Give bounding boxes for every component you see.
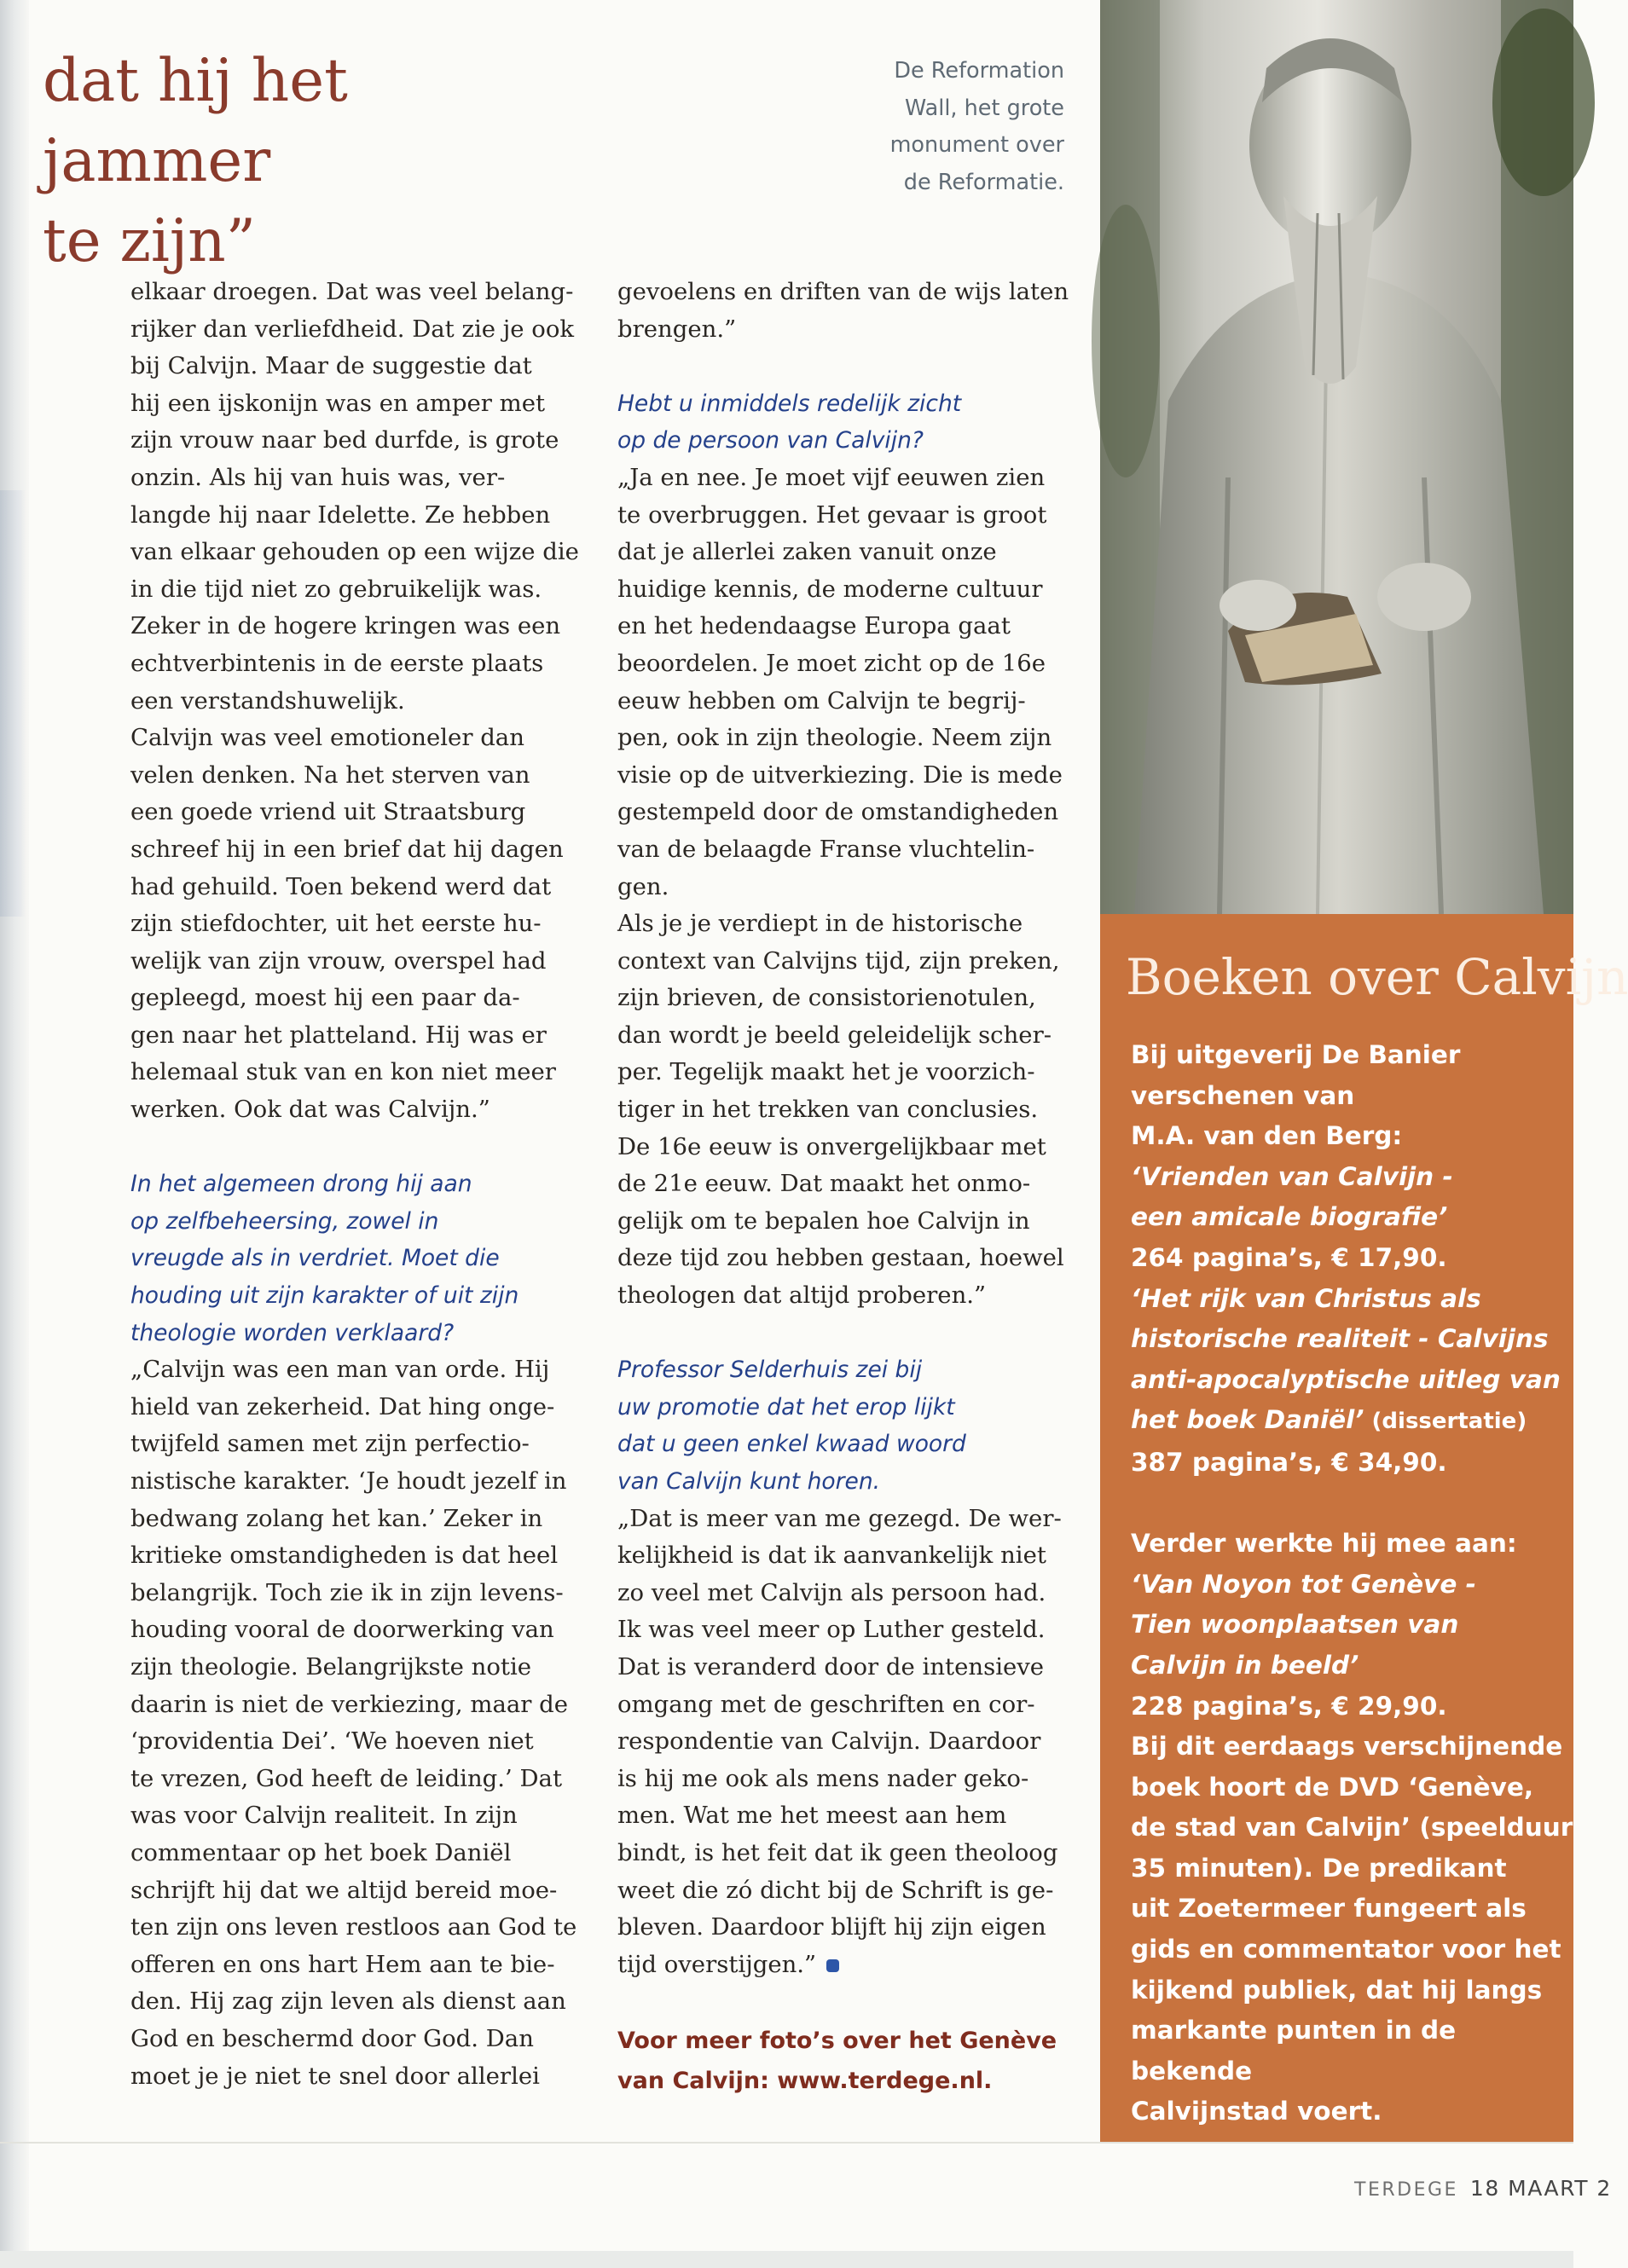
magazine-name: TERDEGE [1354, 2179, 1458, 2201]
paragraph: Als je je verdiept in de historische context van Calvijns tijd, zijn preken, zijn brieven, de consistorienotulen, dan wordt je beeld geleidelijk scher- per. Tegelijk maakt het je voorzich- tiger in het trekken van conclusies. De 16e eeuw is onvergelijkbaar met de 21e eeuw. Dat maakt het onmo- gelijk om te bepalen hoe Calvijn in deze tijd zou hebben gestaan, hoewel theologen dat altijd proberen.” [617, 910, 1064, 1310]
sidebar-title: Boeken over Calvijn [1126, 948, 1628, 1006]
interview-question: Professor Selderhuis zei bij uw promotie dat het erop lijkt dat u geen enkel kwaad woord van Calvijn kunt horen. [617, 1357, 966, 1495]
book-info: 387 pagina’s, € 34,90. [1131, 1447, 1447, 1477]
paragraph: „Ja en nee. Je moet vijf eeuwen zien te overbruggen. Het gevaar is groot dat je allerlei zaken vanuit onze huidige kennis, de moderne cultuur en het hedendaagse Europa gaat beoordelen. Je moet zicht op de 16e eeuw hebben om Calvijn te begrij- pen, ook in zijn theologie. Neem zijn visie op de uitverkiezing. Die is mede gestempeld door de omstandigheden van de belaagde Franse vluchtelin- gen. [617, 463, 1063, 900]
sidebar-intro: Bij uitgeverij De Banier verschenen van M.A. van den Berg: [1131, 1040, 1461, 1151]
book-note: (dissertatie) [1364, 1409, 1527, 1435]
paragraph-with-endmark [617, 1501, 1073, 1984]
sidebar-body [1131, 1035, 1574, 2132]
paragraph: „Calvijn was een man van orde. Hij hield van zekerheid. Dat hing onge- twijfeld samen met zijn perfectio- nistische karakter. ‘Je houdt jezelf in bedwang zolang het kan.’ Zeker in kritieke omstandigheden is dat heel belangrijk. Toch zie ik in zijn levens- houding vooral de doorwerking van zijn theologie. Belangrijkste notie daarin is niet de verkiezing, maar de ‘providentia Dei’. ‘We hoeven niet te vrezen, God heeft de leiding.’ Dat was voor Calvijn realiteit. In zijn commentaar op het boek Daniël schrijft hij dat we altijd bereid moe- ten zijn ons leven restloos aan God te offeren en ons hart Hem aan te bie- den. Hij zag zijn leven als dienst aan God en beschermd door God. Dan moet je je niet te snel door allerlei [130, 1356, 577, 2090]
paragraph-text: „Dat is meer van me gezegd. De wer- kelijkheid is dat ik aanvankelijk niet zo veel met Calvijn als persoon had. Ik was veel meer op Luther gesteld. Dat is veranderd door de intensieve omgang met de geschriften en cor- respondentie van Calvijn. Daardoor is hij me ook als mens nader geko- men. Wat me het meest aan hem bindt, is het feit dat ik geen theoloog weet die zó dicht bij de Schrift is ge- bleven. Daardoor blijft hij zijn eigen tijd overstijgen.” [617, 1504, 1062, 1978]
reformation-wall-photo [1100, 0, 1573, 914]
statue-illustration [1100, 0, 1573, 914]
website-promo: Voor meer foto’s over het Genève van Calvijn: www.terdege.nl. [617, 2027, 1057, 2094]
issue-date: 18 MAART 2 [1469, 2176, 1612, 2201]
page-footer [1354, 2176, 1612, 2201]
photo-caption: De Reformation Wall, het grote monument over de Reformatie. [889, 58, 1064, 195]
book-title-block [1131, 1279, 1574, 1443]
scan-edge [0, 2251, 1573, 2268]
article-headline: dat hij het jammer te zijn” [43, 47, 348, 275]
books-sidebar [1100, 914, 1628, 2142]
article-column-left [130, 274, 587, 2095]
book-title: ‘Van Noyon tot Genève - Tien woonplaatsen van Calvijn in beeld’ [1131, 1569, 1476, 1680]
article-column-middle [617, 274, 1073, 2101]
footer-rule [0, 2142, 1573, 2144]
book-info: 228 pagina’s, € 29,90. [1131, 1691, 1447, 1721]
book-info: 264 pagina’s, € 17,90. [1131, 1242, 1447, 1272]
paragraph: elkaar droegen. Dat was veel belang- rijker dan verliefdheid. Dat zie je ook bij Calvijn. Maar de suggestie dat hij een ijskonijn was en amper met zijn vrouw naar bed durfde, is grote onzin. Als hij van huis was, ver- langde hij naar Idelette. Ze hebben van elkaar gehouden op een wijze die in die tijd niet zo gebruikelijk was. Zeker in de hogere kringen was een echtverbintenis in de eerste plaats een verstandshuwelijk. [130, 278, 579, 715]
sidebar-also: Verder werkte hij mee aan: [1131, 1529, 1517, 1559]
paragraph: gevoelens en driften van de wijs laten brengen.” [617, 278, 1069, 343]
paragraph: Calvijn was veel emotioneler dan velen denken. Na het sterven van een goede vriend uit Straatsburg schreef hij in een brief dat hij dagen had gehuild. Toen bekend werd dat zijn stiefdochter, uit het eerste hu- welijk van zijn vrouw, overspel had gepleegd, moest hij een paar da- gen naar het platteland. Hij was er helemaal stuk van en kon niet meer werken. Ook dat was Calvijn.” [130, 724, 564, 1124]
end-of-article-icon [826, 1959, 839, 1972]
book-title: ‘Het rijk van Christus als historische realiteit - Calvijns anti-apocalyptische uitleg van het boek Daniël’ [1131, 1283, 1561, 1435]
binding-shadow [0, 0, 29, 2268]
book-title: ‘Vrienden van Calvijn - een amicale biografie’ [1131, 1161, 1453, 1232]
previous-page-edge [0, 490, 26, 917]
dvd-description: Bij dit eerdaags verschijnende boek hoort de DVD ‘Genève, de stad van Calvijn’ (speelduur 35 minuten). De predikant uit Zoetermeer fungeert als gids en commentator voor het kijkend publiek, dat hij langs markante punten in de bekende Calvijnstad voert. [1131, 1732, 1573, 2126]
interview-question: Hebt u inmiddels redelijk zicht op de persoon van Calvijn? [617, 390, 962, 454]
interview-question: In het algemeen drong hij aan op zelfbeheersing, zowel in vreugde als in verdriet. Moet die houding uit zijn karakter of uit zijn theologie worden verklaard? [130, 1171, 519, 1346]
